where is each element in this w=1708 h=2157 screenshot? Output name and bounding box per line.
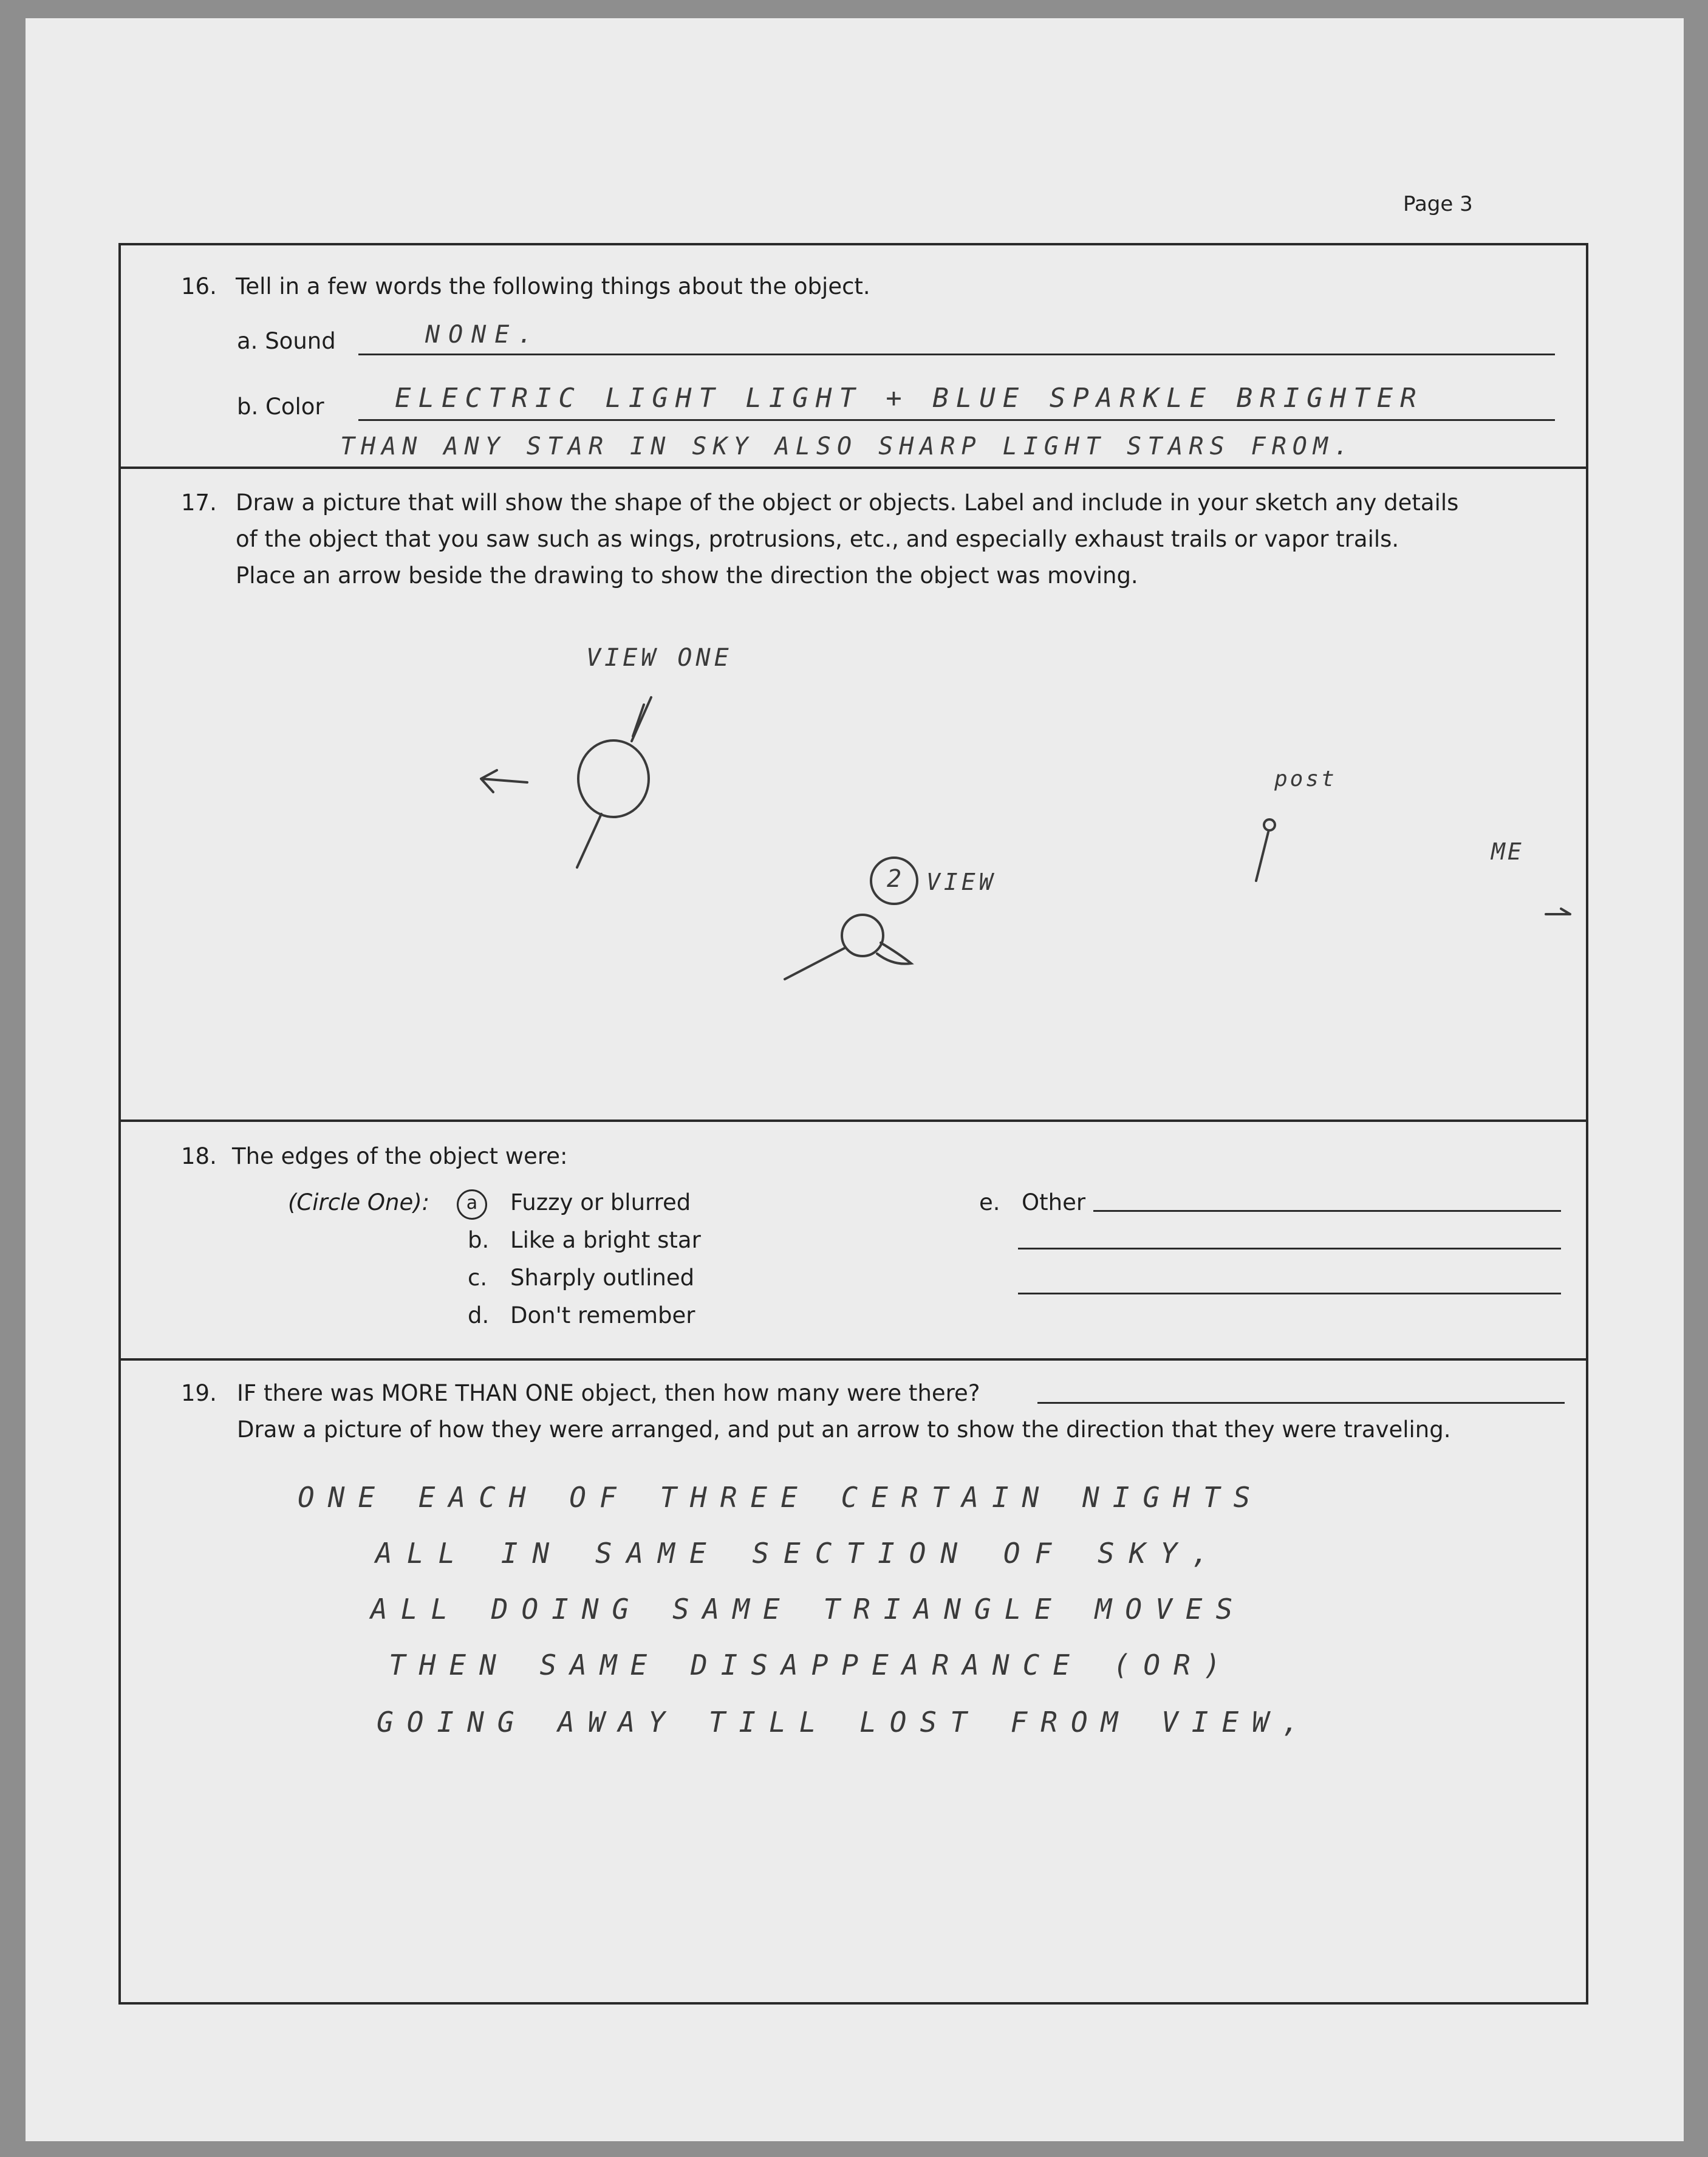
option-b-letter: b. — [468, 1227, 490, 1253]
q16-number: 16. — [181, 273, 217, 299]
option-c-letter: c. — [468, 1265, 488, 1291]
me-arrow — [1546, 909, 1570, 914]
view-two-number: 2 — [887, 865, 902, 893]
other-line-3[interactable] — [1018, 1293, 1561, 1294]
q19-answer-line4: THEN SAME DISAPPEARANCE (OR) — [389, 1649, 1234, 1681]
color-answer-line2: THAN ANY STAR IN SKY ALSO SHARP LIGHT STARS FROM. — [340, 432, 1355, 460]
other-line-1[interactable] — [1093, 1210, 1561, 1212]
view-one-bottom-trail — [577, 814, 601, 867]
q18-prompt: The edges of the object were: — [232, 1143, 568, 1169]
color-label: b. Color — [237, 394, 324, 420]
q17-number: 17. — [181, 490, 217, 516]
option-c-text[interactable]: Sharply outlined — [510, 1265, 695, 1291]
q17-line1: Draw a picture that will show the shape of the object or objects. Label and include in your sketch any details — [236, 490, 1459, 516]
q16-prompt: Tell in a few words the following things about the object. — [236, 273, 870, 299]
q19-line2: Draw a picture of how they were arranged, and put an arrow to show the direction that they were traveling. — [237, 1417, 1451, 1443]
q17-line2: of the object that you saw such as wings, protrusions, etc., and especially exhaust trails or vapor trails. — [236, 526, 1399, 552]
view-one-label: VIEW ONE — [586, 644, 733, 672]
q19-number: 19. — [181, 1380, 217, 1406]
option-d-letter: d. — [468, 1302, 490, 1328]
option-e-text[interactable]: Other — [1022, 1189, 1086, 1215]
option-e-letter: e. — [979, 1189, 1000, 1215]
q18-number: 18. — [181, 1143, 217, 1169]
post-line — [1256, 832, 1268, 881]
color-answer-line1: ELECTRIC LIGHT LIGHT + BLUE SPARKLE BRIGHTER — [395, 383, 1424, 414]
option-a-selected-circle[interactable]: a — [457, 1189, 487, 1220]
option-d-text[interactable]: Don't remember — [510, 1302, 695, 1328]
other-line-2[interactable] — [1018, 1248, 1561, 1249]
post-top — [1264, 819, 1275, 830]
option-b-text[interactable]: Like a bright star — [510, 1227, 701, 1253]
direction-arrow — [481, 770, 527, 792]
post-label: post — [1274, 767, 1337, 791]
q19-answer-line2: ALL IN SAME SECTION OF SKY, — [375, 1537, 1223, 1570]
q17-line3: Place an arrow beside the drawing to show the direction the object was moving. — [236, 562, 1138, 589]
view-two-label: VIEW — [926, 869, 997, 895]
q19-count-line[interactable] — [1037, 1402, 1565, 1404]
circle-one-instruction: (Circle One): — [288, 1189, 430, 1215]
q19-answer-line1: ONE EACH OF THREE CERTAIN NIGHTS — [298, 1481, 1264, 1514]
me-label: ME — [1491, 838, 1524, 865]
sound-label: a. Sound — [237, 328, 336, 354]
sound-answer: NONE. — [425, 321, 541, 349]
view-two-object — [842, 915, 883, 956]
q19-answer-line3: ALL DOING SAME TRIANGLE MOVES — [371, 1593, 1246, 1625]
q19-answer-line5: GOING AWAY TILL LOST FROM VIEW, — [377, 1706, 1313, 1738]
view-one-spike — [633, 705, 644, 736]
option-a-text: Fuzzy or blurred — [510, 1189, 691, 1215]
page-number: Page 3 — [1403, 192, 1473, 216]
q19-prompt: IF there was MORE THAN ONE object, then how many were there? — [237, 1380, 980, 1406]
view-two-right-trail — [877, 943, 911, 964]
view-one-object — [578, 740, 649, 817]
view-two-left-trail — [785, 948, 845, 979]
